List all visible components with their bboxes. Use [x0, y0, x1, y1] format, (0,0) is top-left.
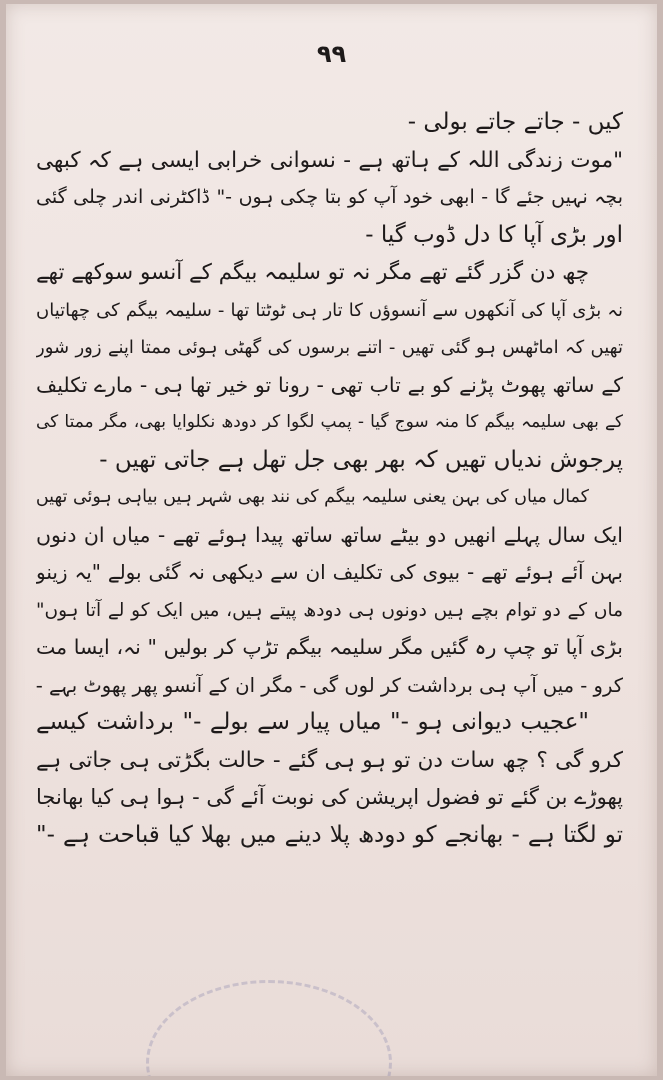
library-stamp: [146, 980, 392, 1076]
text-line: تو لگتا ہے - بھانجے کو دودھ پلا دینے میں بھلا کیا قباحت ہے -": [36, 821, 623, 848]
text-line: کے ساتھ پھوٹ پڑنے کو بے تاب تھی - رونا تو خیر تھا ہی - مارے تکلیف: [36, 372, 623, 397]
text-line: کیں - جاتے جاتے بولی -: [407, 109, 623, 135]
book-page: [6, 4, 657, 1076]
text-line: کرو - میں آپ ہی برداشت کر لوں گی - مگر ان کے آنسو پھر پھوٹ بہے -: [36, 673, 623, 697]
text-line: اور بڑی آپا کا دل ڈوب گیا -: [365, 221, 623, 248]
text-line: بڑی آپا تو چپ رہ گئیں مگر سلیمہ بیگم تڑپ کر بولیں " نہ، ایسا مت: [36, 635, 623, 659]
text-line: بہن آئے ہوئے تھے - بیوی کی تکلیف ان سے دیکھی نہ گئی بولے "یہ زینو: [36, 560, 623, 584]
paragraph-start-line: "عجیب دیوانی ہو -" میاں پیار سے بولے -" برداشت کیسے: [36, 709, 589, 735]
text-line: ماں کے دو توام بچے ہیں دونوں ہی دودھ پیتے ہیں، میں ایک کو لے آتا ہوں": [36, 599, 623, 621]
text-line: پھوڑے بن گئے تو فضول اپریشن کی نوبت آئے گی - ہوا ہی کیا بھانجا: [36, 785, 623, 809]
page-text: [36, 104, 623, 854]
text-line: بچہ نہیں جئے گا - ابھی خود آپ کو بتا چکی ہوں -" ڈاکٹرنی اندر چلی گئی: [36, 186, 623, 208]
text-line: کے بھی سلیمہ بیگم کا منہ سوج گیا - پمپ لگوا کر دودھ نکلوایا بھی، مگر ممتا کی: [36, 412, 623, 432]
text-line: پرجوش ندیاں تھیں کہ بھر بھی جل تھل ہے جاتی تھیں -: [99, 446, 623, 473]
paragraph-start-line: چھ دن گزر گئے تھے مگر نہ تو سلیمہ بیگم کے آنسو سوکھے تھے: [36, 260, 589, 285]
text-line: کرو گی ؟ چھ سات دن تو ہو ہی گئے - حالت بگڑتی ہی جاتی ہے: [36, 747, 623, 773]
text-line: تھیں کہ اماٹھس ہو گئی تھیں - اتنے برسوں کی گھٹی ہوئی ممتا اپنے زور شور: [36, 337, 623, 358]
text-line: نہ بڑی آپا کی آنکھوں سے آنسوؤں کا تار ہی ٹوٹتا تھا - سلیمہ بیگم کی چھاتیاں: [36, 299, 623, 321]
page-number: ۹۹: [316, 40, 347, 68]
text-line: ایک سال پہلے انھیں دو بیٹے ساتھ ساتھ پیدا ہوئے تھے - میاں ان دنوں: [36, 522, 623, 547]
text-line: "موت زندگی اللہ کے ہاتھ ہے - نسوانی خرابی ایسی ہے کہ کبھی: [36, 147, 623, 173]
paragraph-start-line: کمال میاں کی بہن یعنی سلیمہ بیگم کی نند بھی شہر ہیں بیاہی ہوئی تھیں: [36, 487, 589, 507]
